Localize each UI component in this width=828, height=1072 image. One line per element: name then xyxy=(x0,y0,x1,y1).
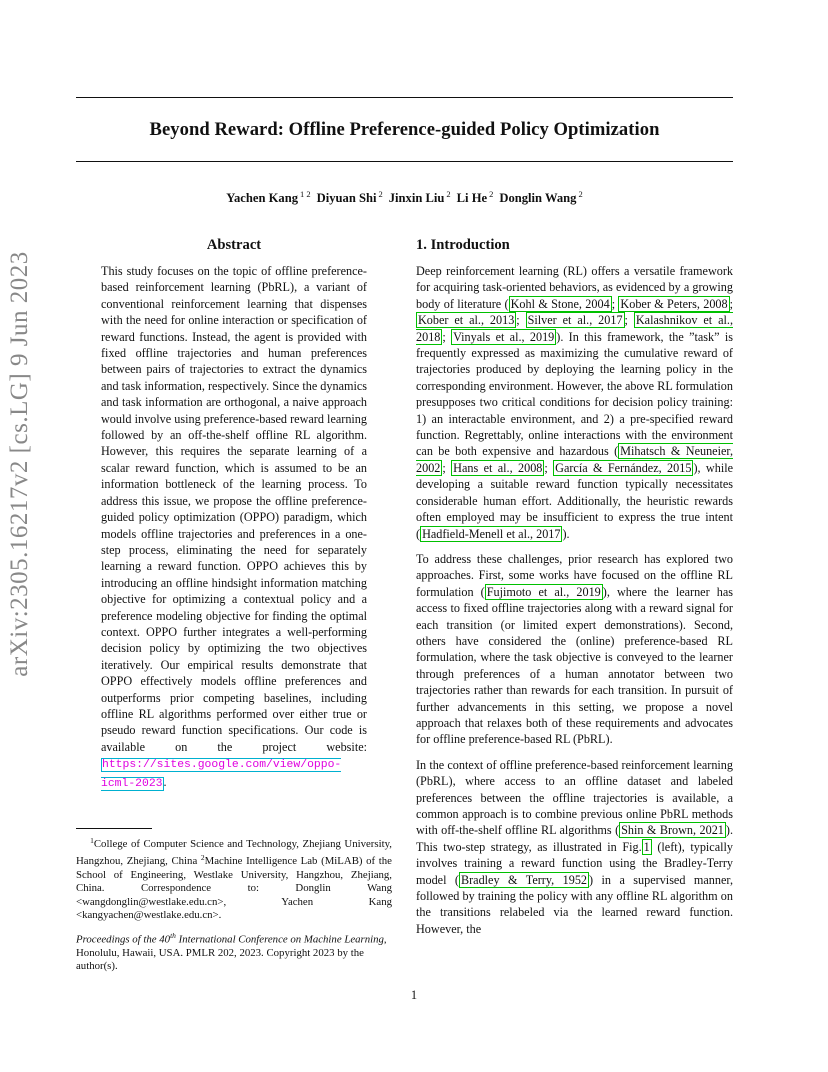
abstract-text: This study focuses on the topic of offline preference-based reinforcement learning (PbRL), a variant of conventional reinforcement learning that dispenses with the need for online interaction or specification of reward functions. Instead, the agent is provided with fixed offline trajectories and human preferences between pairs of trajectories to extract the dynamics and task information, respectively. Since the dynamics and task information are orthogonal, a naive approach would involve using preference-based reward learning followed by an off-the-shelf offline RL algorithm. However, this requires the separate learning of a scalar reward function, which is assumed to be an information bottleneck of the learning process. To address this issue, we propose the offline preference-guided policy optimization (OPPO) paradigm, which models offline trajectories and preferences in a one-step process, eliminating the need for separately learning a reward function. OPPO achieves this by introducing an offline hindsight information matching objective for optimizing a contextual policy and a preference modeling objective for finding the optimal context. OPPO further integrates a well-performing decision policy by optimizing the two objectives iteratively. Our empirical results demonstrate that OPPO effectively models offline preferences and outperforms prior competing baselines, including offline RL algorithms performed over either true or pseudo reward function specifications. Our code is available on the project website: xyxy=(101,264,367,754)
affiliation-footnote xyxy=(76,834,392,922)
page-number: 1 xyxy=(410,988,418,1002)
abstract-heading: Abstract xyxy=(206,237,262,253)
author-affiliation-mark: 2 xyxy=(489,189,494,199)
citation-link[interactable]: Hans et al., 2008 xyxy=(453,460,543,475)
title-bottom-rule xyxy=(76,161,733,162)
intro-paragraph-2: To address these challenges, prior research has explored two approaches. First, some works have focused on the offline RL formulation ( Fujimoto et al., 2019 ), where the learner has access to fixed offline trajectories along with a reward signal for each transition (or limited expert demonstrations). Second, others have considered the (online) preference-based RL formulation, where the task objective is conveyed to the learner through preferences of a human annotator between two trajectories rather than rewards for each transition. In pursuit of further advancements in this setting, we propose a novel approach that relaxes both of these requirements and advocates for offline preference-based RL (PbRL). xyxy=(416,551,733,747)
paper-title: Beyond Reward: Offline Preference-guided Policy Optimization xyxy=(149,119,660,140)
citation-link[interactable]: Kober & Peters, 2008 xyxy=(620,296,728,311)
citation-link[interactable]: Shin & Brown, 2021 xyxy=(621,823,724,838)
author-list xyxy=(76,189,733,206)
abstract-url-tail: . xyxy=(163,774,167,789)
intro-paragraph-3: In the context of offline preference-based reinforcement learning (PbRL), where access to an offline dataset and labeled preferences between the offline trajectories is available, a common approach is to combine previous online PbRL methods with off-the-shelf offline RL algorithms ( Shin & Brown, 2021 ). This two-step strategy, as illustrated in Fig. 1 (left), typically involves training a reward function using the Bradley-Terry model ( Bradley & Terry, 1952 ) in a supervised manner, followed by training the policy with any offline RL algorithm on the transitions relabeled via the learned reward function. However, the xyxy=(416,757,733,936)
author-name: Diyuan Shi $^2$ xyxy=(316,189,383,205)
footnote-text-1: College of Computer Science and Technology, Zhejiang University, Hangzhou, Zhejiang, China xyxy=(76,838,392,868)
citation-link[interactable]: Kober et al., 2013 xyxy=(418,313,515,328)
proceedings-ordinal-suffix: th xyxy=(170,931,176,940)
right-column xyxy=(416,236,733,946)
citation-link[interactable]: 1 xyxy=(643,839,650,854)
abstract-body xyxy=(101,263,367,792)
citation-link[interactable]: Silver et al., 2017 xyxy=(527,313,623,328)
footnote-rule xyxy=(76,828,152,829)
author-affiliation-mark: 2 xyxy=(446,189,451,199)
proceedings-rest: , Honolulu, Hawaii, USA. PMLR 202, 2023. Copyright 2023 by the author(s). xyxy=(76,933,387,973)
citation-link[interactable]: Fujimoto et al., 2019 xyxy=(486,584,601,599)
author-name: Jinxin Liu $^2$ xyxy=(388,189,451,205)
citation-link[interactable]: Vinyals et al., 2019 xyxy=(453,329,555,344)
author-name: Yachen Kang $^{1 2}$ xyxy=(226,189,311,205)
top-rule xyxy=(76,97,733,98)
project-url-link[interactable]: https://sites.google.com/view/oppo-icml-2023 xyxy=(101,759,342,790)
left-column xyxy=(76,236,392,792)
introduction-heading: 1. Introduction xyxy=(416,237,510,253)
footnote-text-2: Machine Intelligence Lab (MiLAB) of the School of Engineering, Westlake University, Hangzhou, Zhejiang, China. Correspondence to: Donglin Wang <wangdonglin@westlake.edu.cn>, Yachen Kang <kangyachen@westlake.edu.cn>. xyxy=(76,855,392,922)
proceedings-ordinal: 40 xyxy=(159,933,171,946)
intro-paragraph-1: Deep reinforcement learning (RL) offers a versatile framework for acquiring task-oriented behaviors, as evidenced by a growing body of literature ( Kohl & Stone, 2004 ; Kober & Peters, 2008 ; Kober et al., 2013 ; Silver et al., 2017 ; Kalashnikov et al., 2018 ; Vinyals et al., 2019 ). In this framework, the ”task” is frequently expressed as maximizing the cumulative reward of trajectories produced by deploying the learning policy in the corresponding environment. However, the above RL formulation presupposes two critical conditions for decision policy training: 1) an interactable environment, and 2) a pre-specified reward function. Regrettably, online interactions with the environment can be both expensive and hazardous ( Mihatsch & Neuneier, 2002 ; Hans et al., 2008 ; García & Fernández, 2015 ), while developing a suitable reward function typically necessitates considerable human effort. Additionally, the heuristic rewards often employed may be insufficient to express the true intent ( Hadfield-Menell et al., 2017 ). xyxy=(416,264,733,541)
author-name: Donglin Wang $^2$ xyxy=(499,189,583,205)
citation-link[interactable]: Bradley & Terry, 1952 xyxy=(460,872,588,887)
author-affiliation-mark: 1 2 xyxy=(300,189,311,199)
author-affiliation-mark: 2 xyxy=(378,189,383,199)
proceedings-italic-post: International Conference on Machine Learning xyxy=(175,933,384,946)
citation-link[interactable]: Kohl & Stone, 2004 xyxy=(510,296,610,311)
footnote-mark-2: 2 xyxy=(200,853,205,863)
proceedings-italic-pre: Proceedings of the xyxy=(76,933,160,946)
author-affiliation-mark: 2 xyxy=(578,189,583,199)
author-name: Li He $^2$ xyxy=(456,189,494,205)
citation-link[interactable]: Kalashnikov et al., 2018 xyxy=(416,313,733,344)
footnote-mark: 1 xyxy=(90,836,94,845)
citation-link[interactable]: Hadfield-Menell et al., 2017 xyxy=(422,526,561,541)
citation-link[interactable]: Mihatsch & Neuneier, 2002 xyxy=(416,444,733,475)
proceedings-note xyxy=(76,929,392,974)
citation-link[interactable]: García & Fernández, 2015 xyxy=(555,460,692,475)
